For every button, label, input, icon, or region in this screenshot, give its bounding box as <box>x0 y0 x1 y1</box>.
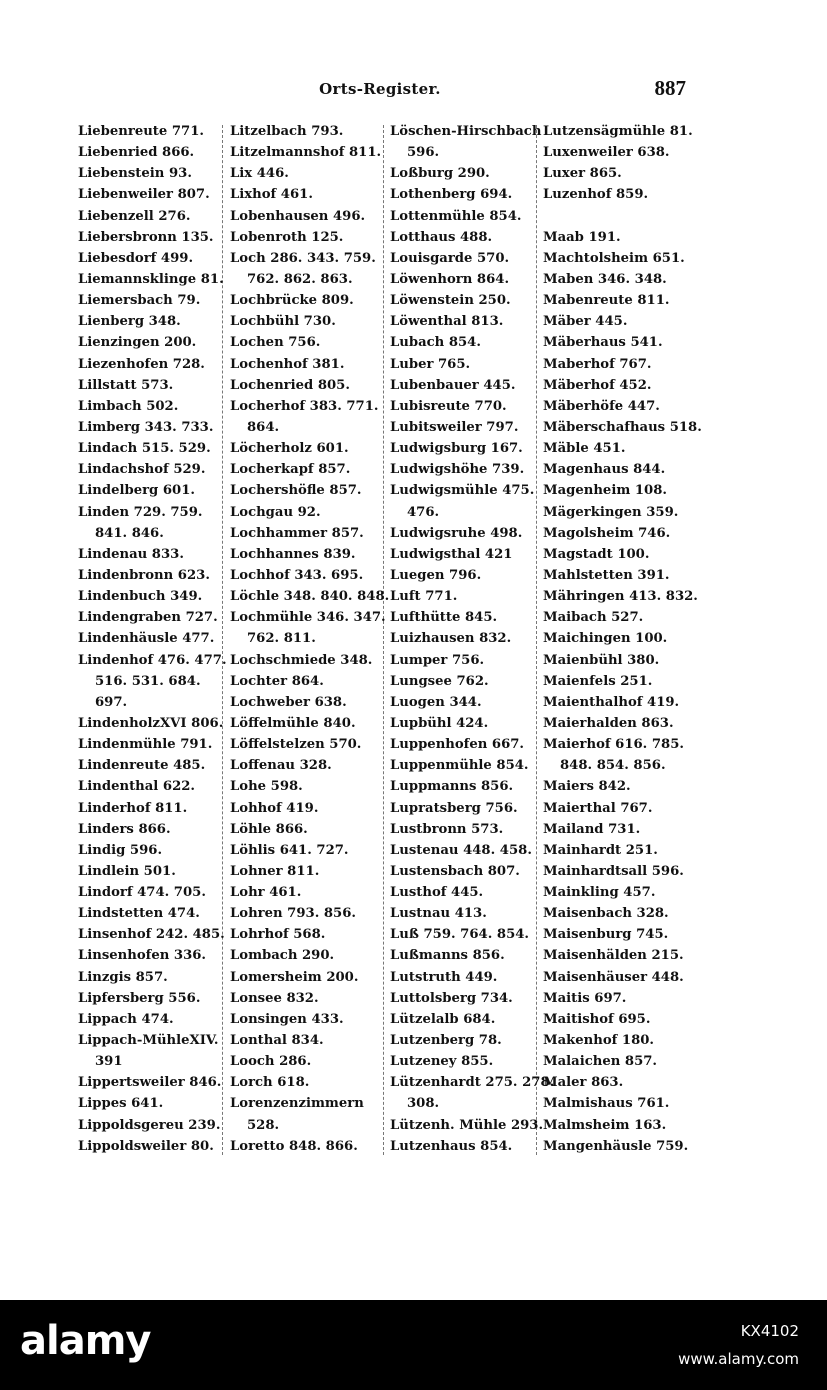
index-entry: Lubach 854. <box>390 335 481 351</box>
index-entry: Mäberhof 452. <box>543 377 652 393</box>
index-entry: Lindenbuch 349. <box>78 589 203 605</box>
index-entry: Linders 866. <box>78 821 171 837</box>
index-entry: Lothenberg 694. <box>390 187 513 203</box>
index-entry: Litzelbach 793. <box>230 124 344 139</box>
index-entry: Malmsheim 163. <box>543 1117 667 1133</box>
index-entry: Lomersheim 200. <box>230 969 359 985</box>
index-entry: Maierhalden 863. <box>543 715 674 731</box>
index-entry: Lutzeney 855. <box>390 1054 494 1070</box>
index-entry: Liebenried 866. <box>78 145 195 161</box>
index-entry: Maberhof 767. <box>543 356 652 372</box>
index-entry: 697. <box>95 694 128 710</box>
index-entry: Lonsingen 433. <box>230 1011 344 1027</box>
index-entry: Lochershöfle 857. <box>230 483 362 499</box>
index-entry: Lindenreute 485. <box>78 758 206 774</box>
index-entry: Looch 286. <box>230 1054 312 1070</box>
index-entry: Litzelmannshof 811. <box>230 145 382 161</box>
index-entry: Lumper 756. <box>390 652 485 668</box>
index-entry: Loch 286. 343. 759. <box>230 250 376 266</box>
index-entry: Maienbühl 380. <box>543 652 660 668</box>
index-column-2 <box>230 121 390 1157</box>
index-entry: Löhlis 641. 727. <box>230 842 349 858</box>
index-entry: Lochbrücke 809. <box>230 293 354 309</box>
index-entry: Linsenhof 242. 485. <box>78 927 225 943</box>
index-column-3 <box>390 121 555 1157</box>
index-entry: Lochhof 343. 695. <box>230 567 364 583</box>
index-entry: Liebesdorf 499. <box>78 250 194 266</box>
index-entry: Lindelberg 601. <box>78 483 195 499</box>
index-entry: Löffelmühle 840. <box>230 715 356 731</box>
index-entry: Lochenhof 381. <box>230 356 345 372</box>
index-entry: Lienberg 348. <box>78 314 181 330</box>
index-entry: Maierthal 767. <box>543 800 653 816</box>
index-entry: Mahlstetten 391. <box>543 567 670 583</box>
index-entry: Luß 759. 764. 854. <box>390 927 530 943</box>
index-entry: Luogen 344. <box>390 694 482 710</box>
index-entry: Löwenstein 250. <box>390 293 511 309</box>
index-entry: Lindstetten 474. <box>78 906 200 922</box>
page-number: 887 <box>654 76 686 100</box>
index-entry: Locherkapf 857. <box>230 462 351 478</box>
index-entry: Lützenhardt 275. 278. <box>390 1075 555 1091</box>
index-entry: Mainkling 457. <box>543 885 656 901</box>
index-entry: Lippes 641. <box>78 1096 164 1112</box>
index-entry: Ludwigsmühle 475. <box>390 483 535 499</box>
index-entry: Lungsee 762. <box>390 673 489 689</box>
index-entry: Luber 765. <box>390 356 471 372</box>
index-entry: Löwenhorn 864. <box>390 271 510 287</box>
index-entry: Magenheim 108. <box>543 483 667 499</box>
index-entry: Lupratsberg 756. <box>390 800 518 816</box>
index-entry: Mäber 445. <box>543 314 628 330</box>
index-entry: Lohner 811. <box>230 863 320 879</box>
index-entry: Luttolsberg 734. <box>390 990 513 1006</box>
index-entry: Luzenhof 859. <box>543 187 649 203</box>
index-entry: Limberg 343. 733. <box>78 419 214 435</box>
index-entry: Löcherholz 601. <box>230 441 349 457</box>
index-entry: Limbach 502. <box>78 398 179 414</box>
index-entry: Maab 191. <box>543 229 621 245</box>
index-entry: Lutzenhaus 854. <box>390 1138 513 1154</box>
index-entry: Lillstatt 573. <box>78 377 174 393</box>
index-entry: Lufthütte 845. <box>390 610 498 626</box>
index-entry: Lutstruth 449. <box>390 969 498 985</box>
index-entry: Lupbühl 424. <box>390 715 489 731</box>
index-entry: Mäberhaus 541. <box>543 335 663 351</box>
index-entry: Lindenau 833. <box>78 546 184 562</box>
index-entry: Loßburg 290. <box>390 166 490 182</box>
index-entry: Lindach 515. 529. <box>78 441 211 457</box>
index-entry: Löchle 348. 840. 848. <box>230 589 390 605</box>
index-entry: Lippach 474. <box>78 1011 174 1027</box>
index-entry: Ludwigsruhe 498. <box>390 525 523 541</box>
index-entry: Maisenhälden 215. <box>543 948 684 964</box>
index-entry: Lindenmühle 791. <box>78 737 213 753</box>
index-entry: Ludwigshöhe 739. <box>390 462 525 478</box>
index-entry: Mainhardt 251. <box>543 842 658 858</box>
index-entry: 516. 531. 684. <box>95 673 201 689</box>
index-entry: Mabenreute 811. <box>543 293 670 309</box>
page-title: Orts-Register. <box>319 80 441 98</box>
index-entry: Lobenhausen 496. <box>230 208 366 224</box>
index-entry: Louisgarde 570. <box>390 250 510 266</box>
index-entry: Lochen 756. <box>230 335 321 351</box>
index-entry: Lohe 598. <box>230 779 303 795</box>
index-entry: Maisenburg 745. <box>543 927 669 943</box>
index-entry: 841. 846. <box>95 525 164 541</box>
index-entry: Liemersbach 79. <box>78 293 201 309</box>
index-entry: Luegen 796. <box>390 567 482 583</box>
index-entry: 528. <box>247 1117 280 1133</box>
index-entry: Luppenmühle 854. <box>390 758 529 774</box>
index-entry: Lubisreute 770. <box>390 398 507 414</box>
index-entry: Magstadt 100. <box>543 546 650 562</box>
watermark-bar <box>0 1300 827 1390</box>
index-entry: Lombach 290. <box>230 948 335 964</box>
index-entry: Lustensbach 807. <box>390 863 520 879</box>
index-entry: Löwenthal 813. <box>390 314 504 330</box>
index-entry: Linzgis 857. <box>78 969 168 985</box>
index-entry: Lubenbauer 445. <box>390 377 516 393</box>
index-entry: Lochhannes 839. <box>230 546 356 562</box>
index-entry: Lindengraben 727. <box>78 610 218 626</box>
index-entry: Lohrhof 568. <box>230 927 326 943</box>
index-entry: Lusthof 445. <box>390 885 484 901</box>
index-entry: Lindenthal 622. <box>78 779 196 795</box>
index-column-4 <box>543 121 702 1157</box>
index-entry: Lindig 596. <box>78 842 163 858</box>
index-entry: Linden 729. 759. <box>78 504 203 520</box>
index-entry: Mangenhäusle 759. <box>543 1138 689 1154</box>
index-entry: Lorenzenzimmern <box>230 1096 364 1112</box>
index-entry: Lienzingen 200. <box>78 335 197 351</box>
index-entry: Löschen-Hirschbach <box>390 124 542 139</box>
index-entry: 391 <box>95 1054 123 1070</box>
index-entry: Mägerkingen 359. <box>543 504 679 520</box>
index-entry: Ludwigsthal 421 <box>390 546 513 562</box>
index-entry: 308. <box>407 1096 440 1112</box>
index-entry: Liebenreute 771. <box>78 124 204 139</box>
index-entry: Lustnau 413. <box>390 906 487 922</box>
index-entry: Lutzenberg 78. <box>390 1033 502 1049</box>
index-entry: Lindachshof 529. <box>78 462 206 478</box>
index-entry: Lindenbronn 623. <box>78 567 210 583</box>
index-entry: Lochweber 638. <box>230 694 347 710</box>
index-entry: Loffenau 328. <box>230 758 332 774</box>
index-entry: Maienthalhof 419. <box>543 694 680 710</box>
index-entry: 762. 862. 863. <box>247 271 353 287</box>
index-entry: 848. 854. 856. <box>560 758 666 774</box>
index-entry: Machtolsheim 651. <box>543 250 685 266</box>
index-entry: Luxenweiler 638. <box>543 145 670 161</box>
index-entry: Lottenmühle 854. <box>390 208 522 224</box>
index-entry: Maitishof 695. <box>543 1011 651 1027</box>
index-entry: Liebenstein 93. <box>78 166 192 182</box>
index-entry: Lochter 864. <box>230 673 324 689</box>
index-entry: Mailand 731. <box>543 821 641 837</box>
index-entry: Lotthaus 488. <box>390 229 493 245</box>
index-entry: Mähringen 413. 832. <box>543 589 698 605</box>
index-entry: Ludwigsburg 167. <box>390 441 523 457</box>
index-entry <box>543 206 688 227</box>
index-entry: Maierhof 616. 785. <box>543 737 684 753</box>
index-entry: Maiers 842. <box>543 779 631 795</box>
alamy-logo: alamy <box>20 1318 151 1364</box>
index-entry: Mäberhöfe 447. <box>543 398 660 414</box>
index-entry: Loretto 848. 866. <box>230 1138 358 1154</box>
index-entry: Lochgau 92. <box>230 504 321 520</box>
index-entry: Lochmühle 346. 347. <box>230 610 386 626</box>
index-entry: Lindorf 474. 705. <box>78 885 206 901</box>
index-entry: Lonthal 834. <box>230 1033 324 1049</box>
source-url: www.alamy.com <box>678 1350 799 1368</box>
index-entry: Locherhof 383. 771. <box>230 398 379 414</box>
index-entry: Magolsheim 746. <box>543 525 671 541</box>
index-entry: Lindlein 501. <box>78 863 176 879</box>
index-entry: Lonsee 832. <box>230 990 319 1006</box>
index-entry: Maisenbach 328. <box>543 906 669 922</box>
index-entry: Lützelalb 684. <box>390 1011 496 1027</box>
index-entry: Liemannsklinge 81. <box>78 271 224 287</box>
index-entry: Lußmanns 856. <box>390 948 505 964</box>
index-entry: Lochbühl 730. <box>230 314 336 330</box>
index-entry: Liebenzell 276. <box>78 208 191 224</box>
index-entry: Lindenhäusle 477. <box>78 631 215 647</box>
index-entry: Luft 771. <box>390 589 458 605</box>
index-entry: Maienfels 251. <box>543 673 653 689</box>
index-entry: 864. <box>247 419 280 435</box>
index-entry: Lippertsweiler 846. <box>78 1075 222 1091</box>
index-entry: Löhle 866. <box>230 821 308 837</box>
index-entry: Luppenhofen 667. <box>390 737 525 753</box>
index-entry: Lustenau 448. 458. <box>390 842 532 858</box>
index-entry: Maitis 697. <box>543 990 627 1006</box>
index-entry: Mäberschafhaus 518. <box>543 419 702 435</box>
index-entry: Malmishaus 761. <box>543 1096 670 1112</box>
index-entry: 762. 811. <box>247 631 316 647</box>
index-column-1 <box>78 121 227 1157</box>
index-entry: Liezenhofen 728. <box>78 356 205 372</box>
index-entry: Lixhof 461. <box>230 187 313 203</box>
index-entry: Lobenroth 125. <box>230 229 344 245</box>
index-entry: Luxer 865. <box>543 166 622 182</box>
index-entry: Luizhausen 832. <box>390 631 512 647</box>
index-entry: Linderhof 811. <box>78 800 188 816</box>
index-entry: Lochhammer 857. <box>230 525 364 541</box>
index-entry: Luppmanns 856. <box>390 779 514 795</box>
index-entry: Liebersbronn 135. <box>78 229 214 245</box>
index-entry: LindenholzXVI 806. <box>78 715 224 731</box>
index-entry: Löffelstelzen 570. <box>230 737 362 753</box>
index-entry: Lipfersberg 556. <box>78 990 201 1006</box>
index-entry: Lochenried 805. <box>230 377 350 393</box>
image-id: KX4102 <box>740 1322 799 1340</box>
column-divider <box>536 125 537 1155</box>
index-entry: Lützenh. Mühle 293. <box>390 1117 544 1133</box>
index-entry: Lippoldsweiler 80. <box>78 1138 214 1154</box>
index-entry: Maibach 527. <box>543 610 644 626</box>
index-entry: Magenhaus 844. <box>543 462 666 478</box>
index-entry: Lustbronn 573. <box>390 821 504 837</box>
index-entry: Lippach-MühleXIV. <box>78 1033 219 1049</box>
index-entry: Lohhof 419. <box>230 800 319 816</box>
index-entry: Lippoldsgereu 239. <box>78 1117 221 1133</box>
index-entry: Malaichen 857. <box>543 1054 658 1070</box>
index-entry: 476. <box>407 504 440 520</box>
index-entry: Lohr 461. <box>230 885 302 901</box>
index-entry: Maichingen 100. <box>543 631 668 647</box>
column-divider <box>383 125 384 1155</box>
index-entry: Mainhardtsall 596. <box>543 863 684 879</box>
index-entry: Mäble 451. <box>543 441 626 457</box>
index-entry: Lohren 793. 856. <box>230 906 357 922</box>
index-entry: Maler 863. <box>543 1075 624 1091</box>
index-entry: 596. <box>407 145 440 161</box>
index-entry: Makenhof 180. <box>543 1033 655 1049</box>
index-entry: Lorch 618. <box>230 1075 310 1091</box>
index-entry: Maisenhäuser 448. <box>543 969 684 985</box>
index-entry: Lochschmiede 348. <box>230 652 373 668</box>
index-entry: Lubitsweiler 797. <box>390 419 519 435</box>
index-entry: Linsenhofen 336. <box>78 948 207 964</box>
index-entry: Lutzensägmühle 81. <box>543 124 693 139</box>
index-entry: Maben 346. 348. <box>543 271 667 287</box>
index-entry: Lindenhof 476. 477. <box>78 652 227 668</box>
index-entry: Lix 446. <box>230 166 289 182</box>
index-entry: Liebenweiler 807. <box>78 187 210 203</box>
